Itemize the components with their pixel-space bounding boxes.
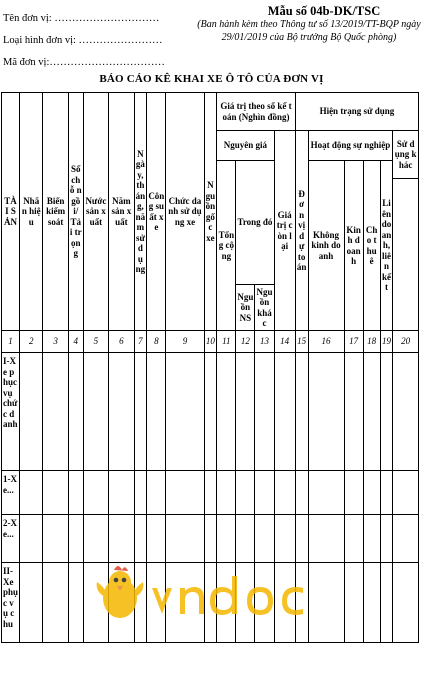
col-country: Nước sản xuất xyxy=(83,93,108,331)
col-original-price: Nguyên giá xyxy=(217,131,274,161)
group-career: Hoạt động sự nghiệp xyxy=(308,131,393,161)
colnum-2: 2 xyxy=(20,331,43,353)
col-lease: Cho thuê xyxy=(363,161,380,331)
col-year: Năm sản xuất xyxy=(109,93,134,331)
column-number-row xyxy=(2,331,419,353)
unit-name-line: Tên đơn vị: ………………………… xyxy=(3,13,160,24)
colnum-3: 3 xyxy=(43,331,68,353)
table-row xyxy=(2,471,419,515)
table-row xyxy=(2,563,419,643)
row-label: 1-Xe... xyxy=(2,471,20,515)
colnum-20: 20 xyxy=(393,331,419,353)
colnum-6: 6 xyxy=(109,331,134,353)
colnum-9: 9 xyxy=(166,331,204,353)
col-business: Kinh doanh xyxy=(344,161,363,331)
col-total: Tổng cộng xyxy=(217,161,236,331)
table-row xyxy=(2,353,419,471)
colnum-15: 15 xyxy=(295,331,308,353)
col-title-use: Chức danh sử dụng xe xyxy=(166,93,204,331)
row-label: 2-Xe... xyxy=(2,515,20,563)
col-other-use: Sử dụng khác xyxy=(393,131,419,179)
colnum-12: 12 xyxy=(236,331,255,353)
colnum-17: 17 xyxy=(344,331,363,353)
col-non-business: Không kinh doanh xyxy=(308,161,344,331)
col-origin: Nguồn gốc xe xyxy=(204,93,217,331)
colnum-18: 18 xyxy=(363,331,380,353)
unit-type-line: Loại hình đơn vị: …………………… xyxy=(3,35,163,46)
colnum-11: 11 xyxy=(217,331,236,353)
col-asset: TÀI SẢN xyxy=(2,93,20,331)
form-header xyxy=(196,4,422,44)
col-joint: Liên doanh, liên kết xyxy=(380,161,393,331)
form-number: Mẫu số 04b-DK/TSC xyxy=(267,4,381,18)
unit-info xyxy=(3,8,165,74)
col-source-ns: Nguồn NS xyxy=(236,285,255,331)
row-label: II-Xe phục vụ chu xyxy=(2,563,20,643)
col-power: Công suất xe xyxy=(147,93,166,331)
col-brand: Nhãn hiệu xyxy=(20,93,43,331)
colnum-19: 19 xyxy=(380,331,393,353)
group-book-value: Giá trị theo sổ kế toán (Nghìn đồng) xyxy=(217,93,296,131)
issued-note: (Ban hành kèm theo Thông tư số 13/2019/TT-BQP ngày 29/01/2019 của Bộ trưởng Bộ Quốc phòng) xyxy=(197,19,421,43)
col-source-other: Nguồn khác xyxy=(255,285,274,331)
colnum-7: 7 xyxy=(134,331,147,353)
table-row xyxy=(2,515,419,563)
colnum-5: 5 xyxy=(83,331,108,353)
colnum-1: 1 xyxy=(2,331,20,353)
unit-code-line: Mã đơn vị:…………………………… xyxy=(3,57,165,68)
col-unit-level: Đơn vị dự toán xyxy=(295,131,308,331)
colnum-13: 13 xyxy=(255,331,274,353)
colnum-14: 14 xyxy=(274,331,295,353)
vehicle-declaration-table xyxy=(1,92,419,643)
row-label: I-Xe phục vụ chức danh xyxy=(2,353,20,471)
col-remaining-value: Giá trị còn lại xyxy=(274,131,295,331)
report-title: BÁO CÁO KÊ KHAI XE Ô TÔ CỦA ĐƠN VỊ xyxy=(99,73,324,85)
colnum-10: 10 xyxy=(204,331,217,353)
group-usage-status: Hiện trạng sử dụng xyxy=(295,93,418,131)
col-seats: Số chỗ ngồi/ Tải trọng xyxy=(68,93,83,331)
col-plate: Biển kiểm soát xyxy=(43,93,68,331)
col-other-use-body xyxy=(393,179,419,331)
col-of-which: Trong đó xyxy=(236,161,274,285)
col-date-used: Ngày, tháng, năm sử dụng xyxy=(134,93,147,331)
colnum-4: 4 xyxy=(68,331,83,353)
colnum-8: 8 xyxy=(147,331,166,353)
colnum-16: 16 xyxy=(308,331,344,353)
